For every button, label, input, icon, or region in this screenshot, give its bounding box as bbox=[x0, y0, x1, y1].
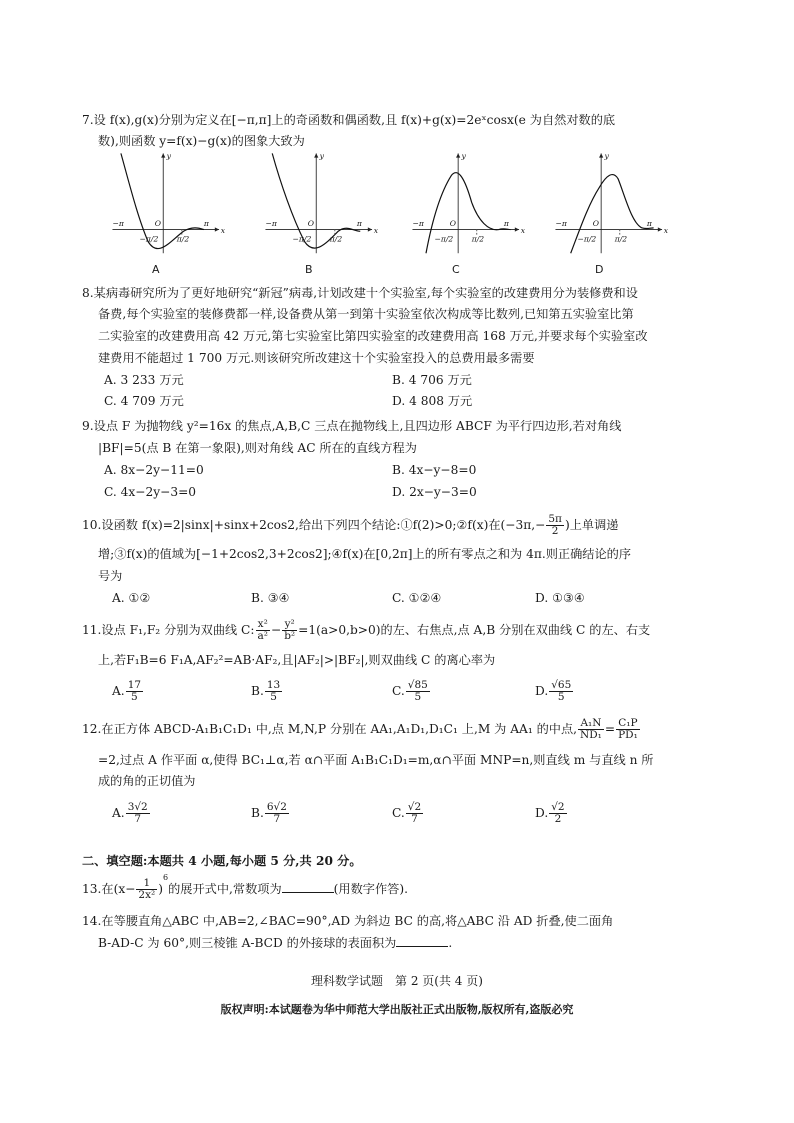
q11-option-letter: B. bbox=[251, 684, 264, 698]
y-axis-arrow bbox=[314, 153, 318, 157]
q12-frac2-num: C₁P bbox=[616, 718, 640, 730]
q8-option-d[interactable]: D. 4 808 万元 bbox=[392, 394, 473, 408]
q11-option-letter: C. bbox=[392, 684, 405, 698]
q12-option-denominator: 7 bbox=[134, 813, 142, 825]
y-axis-label: y bbox=[461, 151, 466, 161]
q12-option-letter: A. bbox=[112, 806, 125, 820]
q9-line2: |BF|=5(点 B 在第一象限),则对角线 AC 所在的直线方程为 bbox=[98, 441, 417, 455]
q12-option-fraction bbox=[549, 802, 566, 825]
q12-frac1-den: ND₁ bbox=[580, 729, 602, 741]
q7-stem-line2: 数),则函数 y=f(x)−g(x)的图象大致为 bbox=[98, 134, 305, 148]
q10-line1-text: 10.设函数 f(x)=2|sinx|+sinx+2cos2,给出下列四个结论:①f(2)>0;②f(x)在 bbox=[82, 518, 501, 532]
q11-option-fraction bbox=[406, 680, 430, 703]
q13-prefix: 13.在 bbox=[82, 882, 114, 897]
q12-option-letter: D. bbox=[535, 806, 549, 820]
q8-line4: 建费用不能超过 1 700 万元.则该研究所改建这十个实验室投入的总费用最多需要 bbox=[98, 351, 535, 365]
q8-option-b[interactable]: B. 4 706 万元 bbox=[392, 373, 472, 387]
q9-line1: 9.设点 F 为抛物线 y²=16x 的焦点,A,B,C 三点在抛物线上,且四边形 ABCF 为平行四边形,若对角线 bbox=[82, 419, 622, 433]
x-axis-arrow bbox=[658, 227, 662, 231]
q9-option-c[interactable]: C. 4x−2y−3=0 bbox=[104, 485, 197, 499]
q10-option-d[interactable]: D. ①③④ bbox=[535, 591, 585, 605]
tick-pos-pi: π bbox=[646, 219, 652, 229]
tick-neg-pi: −π bbox=[112, 219, 124, 229]
q12-option-a[interactable] bbox=[112, 802, 151, 825]
q11-frac2-num: y² bbox=[282, 619, 297, 631]
q11-line1 bbox=[82, 619, 650, 642]
q10-frac-num: 5π bbox=[548, 513, 562, 525]
graph-svg bbox=[253, 150, 393, 260]
x-axis-arrow bbox=[215, 227, 219, 231]
q12-line1 bbox=[82, 718, 641, 741]
graph-svg bbox=[400, 150, 540, 260]
graph-svg bbox=[100, 150, 240, 260]
q13-suffix2: (用数字作答). bbox=[333, 882, 408, 897]
q12-option-numerator: 6√2 bbox=[266, 801, 287, 813]
q11-option-fraction bbox=[549, 680, 573, 703]
q10-line2: 增;③f(x)的值域为[−1+2cos2,3+2cos2];④f(x)在[0,2π]上的所有零点之和为 4π.则正确结论的序 bbox=[98, 547, 632, 561]
q11-option-d[interactable] bbox=[535, 680, 574, 703]
tick-neg-pi: −π bbox=[412, 219, 424, 229]
q12-option-denominator: 2 bbox=[554, 813, 562, 825]
x-axis-label: x bbox=[373, 225, 379, 235]
graph-b bbox=[253, 150, 393, 280]
q11-frac2 bbox=[282, 619, 297, 642]
x-axis-arrow bbox=[515, 227, 519, 231]
q12-option-c[interactable] bbox=[392, 802, 424, 825]
q8-line1: 8.某病毒研究所为了更好地研究“新冠”病毒,计划改建十个实验室,每个实验室的改建费用分为装修费和设 bbox=[82, 286, 638, 300]
graph-option-label[interactable]: B bbox=[305, 263, 313, 276]
x-axis-label: x bbox=[663, 225, 669, 235]
q13-fraction bbox=[136, 878, 157, 901]
q13-paren-left: (x− bbox=[113, 882, 136, 897]
q10-line1 bbox=[82, 514, 618, 537]
tick-pos-pi: π bbox=[203, 219, 209, 229]
q13-paren-right: ) bbox=[158, 882, 163, 897]
origin-label: O bbox=[449, 219, 456, 229]
q11-frac1-den: a² bbox=[257, 630, 268, 642]
q11-option-numerator: 13 bbox=[266, 679, 281, 691]
graph-c bbox=[400, 150, 540, 280]
q12-eq: = bbox=[604, 722, 616, 736]
q11-option-denominator: 5 bbox=[270, 691, 277, 703]
graph-d bbox=[543, 150, 683, 280]
q10-option-b[interactable]: B. ③④ bbox=[251, 591, 290, 605]
graph-option-label[interactable]: D bbox=[595, 263, 604, 276]
graph-option-label[interactable]: C bbox=[452, 263, 460, 276]
q11-option-a[interactable] bbox=[112, 680, 144, 703]
q12-option-fraction bbox=[126, 802, 150, 825]
q10-fraction bbox=[546, 514, 564, 537]
q12-line3: 成的角的正切值为 bbox=[98, 774, 196, 788]
tick-pos-pi: π bbox=[356, 219, 362, 229]
q11-option-denominator: 5 bbox=[414, 691, 422, 703]
q10-frac-den: 2 bbox=[551, 525, 559, 537]
q7-stem-line1: 7.设 f(x),g(x)分别为定义在[−π,π]上的奇函数和偶函数,且 f(x)+g(x)=2eˣcosx(e 为自然对数的底 bbox=[82, 113, 616, 127]
tick-pos-pi-half: π/2 bbox=[176, 234, 190, 244]
q13-power: 6 bbox=[163, 873, 169, 882]
q13-frac-num: 1 bbox=[136, 878, 157, 890]
q12-option-numerator: √2 bbox=[407, 801, 422, 813]
q8-option-a[interactable]: A. 3 233 万元 bbox=[104, 373, 184, 387]
q11-option-numerator: √85 bbox=[407, 679, 428, 691]
q12-option-numerator: 3√2 bbox=[127, 801, 148, 813]
q13-answer-blank[interactable] bbox=[282, 881, 334, 893]
q10-interval-right: )上单调递 bbox=[564, 518, 619, 532]
q9-option-a[interactable]: A. 8x−2y−11=0 bbox=[104, 463, 204, 477]
q12-option-fraction bbox=[406, 802, 423, 825]
q12-option-d[interactable] bbox=[535, 802, 568, 825]
q11-option-c[interactable] bbox=[392, 680, 431, 703]
q11-line2: 上,若F₁B=6 F₁A,AF₂²=AB·AF₂,且|AF₂|>|BF₂|,则双曲线 C 的离心率为 bbox=[98, 653, 496, 667]
function-curve bbox=[121, 153, 204, 248]
q12-option-b[interactable] bbox=[251, 802, 290, 825]
tick-neg-pi-half: −π/2 bbox=[139, 234, 159, 244]
tick-pos-pi-half: π/2 bbox=[614, 234, 628, 244]
tick-neg-pi: −π bbox=[265, 219, 277, 229]
q13-suffix1: 的展开式中,常数项为 bbox=[168, 882, 282, 897]
q11-option-denominator: 5 bbox=[131, 691, 138, 703]
section2-title: 二、填空题:本题共 4 小题,每小题 5 分,共 20 分。 bbox=[82, 854, 362, 868]
q11-option-denominator: 5 bbox=[557, 691, 565, 703]
q11-option-fraction bbox=[126, 680, 143, 703]
y-axis-arrow bbox=[599, 153, 603, 157]
q8-line3: 二实验室的改建费用高 42 万元,第七实验室比第四实验室的改建费用高 168 万元,并要求每个实验室改 bbox=[98, 329, 648, 343]
q11-option-b[interactable] bbox=[251, 680, 283, 703]
tick-neg-pi-half: −π/2 bbox=[577, 234, 597, 244]
y-axis-label: y bbox=[319, 151, 324, 161]
q12-line2: =2,过点 A 作平面 α,使得 BC₁⊥α,若 α∩平面 A₁B₁C₁D₁=m,α∩平面 MNP=n,则直线 m 与直线 n 所 bbox=[98, 753, 654, 767]
q14-line2-text: B-AD-C 为 60°,则三棱锥 A-BCD 的外接球的表面积为 bbox=[98, 936, 397, 950]
tick-neg-pi-half: −π/2 bbox=[434, 234, 454, 244]
tick-neg-pi: −π bbox=[555, 219, 567, 229]
q13-frac-den: 2x² bbox=[138, 889, 156, 902]
copyright-notice: 版权声明:本试题卷为华中师范大学出版社正式出版物,版权所有,盗版必究 bbox=[220, 1003, 574, 1016]
q11-option-fraction bbox=[265, 680, 282, 703]
page-number: 理科数学试题 第 2 页(共 4 页) bbox=[311, 974, 483, 988]
graph-option-label[interactable]: A bbox=[152, 263, 160, 276]
q12-frac2-den: PD₁ bbox=[618, 729, 638, 741]
q12-option-numerator: √2 bbox=[551, 801, 565, 813]
q12-frac1-num: A₁N bbox=[578, 718, 604, 730]
q11-option-numerator: 17 bbox=[127, 679, 142, 691]
y-axis-label: y bbox=[604, 151, 609, 161]
q11-frac2-den: b² bbox=[284, 630, 296, 642]
q11-frac1 bbox=[256, 619, 270, 642]
q11-line1-rest: =1(a>0,b>0)的左、右焦点,点 A,B 分别在双曲线 C 的左、右支 bbox=[298, 623, 651, 637]
tick-pos-pi-half: π/2 bbox=[329, 234, 343, 244]
graph-a bbox=[100, 150, 240, 280]
q11-option-letter: A. bbox=[112, 684, 125, 698]
q8-option-c[interactable]: C. 4 709 万元 bbox=[104, 394, 184, 408]
tick-neg-pi-half: −π/2 bbox=[292, 234, 312, 244]
q12-line1-text: 12.在正方体 ABCD-A₁B₁C₁D₁ 中,点 M,N,P 分别在 AA₁,A₁D₁,D₁C₁ 上,M 为 AA₁ 的中点, bbox=[82, 722, 578, 736]
y-axis-arrow bbox=[456, 153, 460, 157]
q12-frac2 bbox=[616, 718, 640, 741]
q14-line2 bbox=[98, 935, 452, 951]
q12-option-denominator: 7 bbox=[273, 813, 281, 825]
x-axis-label: x bbox=[520, 225, 526, 235]
q14-answer-blank[interactable] bbox=[396, 935, 448, 947]
q9-option-d[interactable]: D. 2x−y−3=0 bbox=[392, 485, 477, 499]
q10-interval-left: (−3π,− bbox=[500, 518, 546, 532]
origin-label: O bbox=[592, 219, 599, 229]
tick-pos-pi-half: π/2 bbox=[471, 234, 485, 244]
q12-frac1 bbox=[578, 718, 604, 741]
origin-label: O bbox=[154, 219, 162, 229]
q12-option-letter: B. bbox=[251, 806, 264, 820]
tick-pos-pi: π bbox=[503, 219, 509, 229]
q13-line bbox=[82, 873, 408, 902]
q9-option-b[interactable]: B. 4x−y−8=0 bbox=[392, 463, 477, 477]
q11-minus: − bbox=[270, 623, 282, 637]
q11-option-numerator: √65 bbox=[551, 679, 572, 691]
q10-option-c[interactable]: C. ①②④ bbox=[392, 591, 442, 605]
q14-line2-end: . bbox=[448, 936, 453, 950]
x-axis-label: x bbox=[220, 225, 226, 235]
q12-option-letter: C. bbox=[392, 806, 405, 820]
q10-option-a[interactable]: A. ①② bbox=[112, 591, 151, 605]
q12-option-denominator: 7 bbox=[411, 813, 418, 825]
q10-line3: 号为 bbox=[98, 569, 123, 583]
q14-line1: 14.在等腰直角△ABC 中,AB=2,∠BAC=90°,AD 为斜边 BC 的高,将△ABC 沿 AD 折叠,使二面角 bbox=[82, 914, 614, 928]
q11-line1-text: 11.设点 F₁,F₂ 分别为双曲线 C: bbox=[82, 623, 255, 637]
q11-frac1-num: x² bbox=[256, 619, 270, 631]
y-axis-arrow bbox=[161, 153, 165, 157]
origin-label: O bbox=[307, 219, 315, 229]
x-axis-arrow bbox=[368, 227, 372, 231]
q8-line2: 备费,每个实验室的装修费都一样,设备费从第一到第十实验室依次构成等比数列,已知第五实验室比第 bbox=[98, 307, 634, 321]
y-axis-label: y bbox=[166, 151, 171, 161]
graph-svg bbox=[543, 150, 683, 260]
q12-option-fraction bbox=[265, 802, 289, 825]
q11-option-letter: D. bbox=[535, 684, 549, 698]
